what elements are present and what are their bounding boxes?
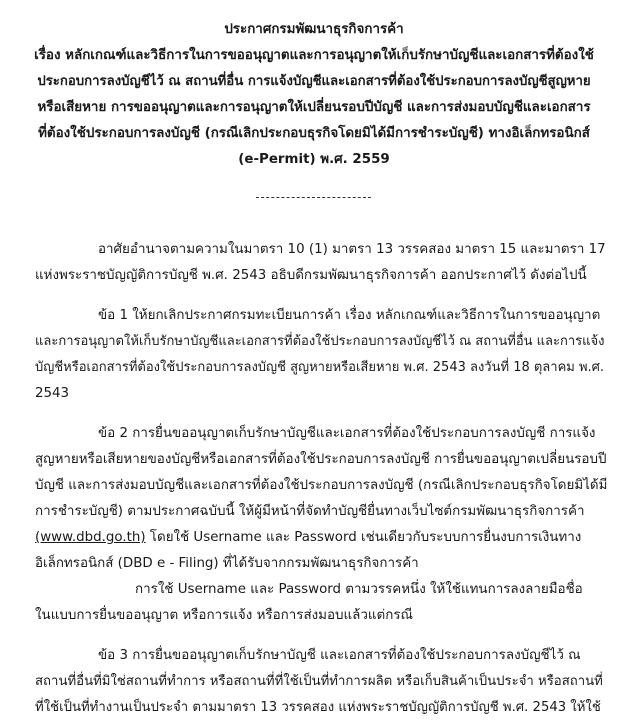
clause-3-paragraph (35, 643, 607, 721)
clause-1-line-1: ข้อ 1 ให้ยกเลิกประกาศกรมทะเบียนการค้า เรื่อง หลักเกณฑ์และวิธีการในการขออนุญาต (98, 308, 601, 323)
clause-2-line-5-rest: โดยใช้ Username และ Password เช่นเดียวกับระบบการยื่นงบการเงินทาง (145, 530, 582, 545)
clause-1-line-3: บัญชีหรือเอกสารที่ต้องใช้ประกอบการลงบัญชี สูญหายหรือเสียหาย พ.ศ. 2543 ลงวันที่ 18 ตุลาคม พ.ศ. (35, 360, 605, 375)
title-line-4: หรือเสียหาย การขออนุญาตและการอนุญาตให้เปลี่ยนรอบปีบัญชี และการส่งมอบบัญชีและเอกสาร (37, 100, 591, 115)
clause-2-paragraph (35, 421, 607, 629)
dbd-website-link[interactable]: (www.dbd.go.th) (35, 530, 146, 545)
preamble-line-1: อาศัยอำนาจตามความในมาตรา 10 (1) มาตรา 13 วรรคสอง มาตรา 15 และมาตรา 17 (98, 242, 606, 257)
announcement-title (34, 17, 594, 173)
clause-1-line-2: และการอนุญาตให้เก็บรักษาบัญชีและเอกสารที่ต้องใช้ประกอบการลงบัญชีไว้ ณ สถานที่อื่น และการแจ้ง (35, 334, 605, 349)
clause-2-line-6: อิเล็กทรอนิกส์ (DBD e - Filing) ที่ได้รับจากกรมพัฒนาธุรกิจการค้า (35, 556, 419, 571)
clause-1-paragraph (35, 303, 607, 407)
title-line-5: ที่ต้องใช้ประกอบการลงบัญชี (กรณีเลิกประกอบธุรกิจโดยมิได้มีการชำระบัญชี) ทางอิเล็กทรอนิกส์ (38, 126, 590, 141)
title-line-6: (e-Permit) พ.ศ. 2559 (238, 152, 390, 167)
clause-2-line-7: การใช้ Username และ Password ตามวรรคหนึ่ง ให้ใช้แทนการลงลายมือชื่อ (135, 582, 583, 597)
clause-2-line-5 (35, 525, 607, 551)
clause-2-line-8: ในแบบการยื่นขออนุญาต หรือการแจ้ง หรือการส่งมอบแล้วแต่กรณี (35, 608, 413, 623)
title-line-1: ประกาศกรมพัฒนาธุรกิจการค้า (224, 22, 404, 37)
clause-1-line-4: 2543 (35, 386, 70, 401)
clause-3-line-3: ที่ใช้เป็นที่ทำงานเป็นประจำ ตามมาตรา 13 วรรคสอง แห่งพระราชบัญญัติการบัญชี พ.ศ. 2543 ให้ใช้ (35, 700, 601, 715)
title-line-2: เรื่อง หลักเกณฑ์และวิธีการในการขออนุญาตและการอนุญาตให้เก็บรักษาบัญชีและเอกสารที่ต้องใช้ (34, 48, 594, 63)
clause-2-line-1: ข้อ 2 การยื่นขออนุญาตเก็บรักษาบัญชีและเอกสารที่ต้องใช้ประกอบการลงบัญชี การแจ้ง (98, 426, 596, 441)
title-line-3: ประกอบการลงบัญชีไว้ ณ สถานที่อื่น การแจ้งบัญชีและเอกสารที่ต้องใช้ประกอบการลงบัญชีสูญหาย (37, 74, 591, 89)
clause-3-line-2: สถานที่อื่นที่มิใช่สถานที่ทำการ หรือสถานที่ที่ใช้เป็นที่ทำการผลิต หรือเก็บสินค้าเป็นประจำ หรือสถานที่ (35, 674, 603, 689)
clause-2-line-3: บัญชี และการส่งมอบบัญชีและเอกสารที่ต้องใช้ประกอบการลงบัญชี (กรณีเลิกประกอบธุรกิจโดยมิได้มี (35, 478, 608, 493)
document-body (35, 237, 607, 721)
preamble-line-2: แห่งพระราชบัญญัติการบัญชี พ.ศ. 2543 อธิบดีกรมพัฒนาธุรกิจการค้า ออกประกาศไว้ ดังต่อไปนี้ (35, 268, 587, 283)
clause-3-line-1: ข้อ 3 การยื่นขออนุญาตเก็บรักษาบัญชี และเอกสารที่ต้องใช้ประกอบการลงบัญชีไว้ ณ (98, 648, 581, 663)
preamble-paragraph (35, 237, 607, 289)
clause-2-line-4: การชำระบัญชี) ตามประกาศฉบับนี้ ให้ผู้มีหน้าที่จัดทำบัญชียื่นทางเว็บไซต์กรมพัฒนาธุรกิจการค้า (35, 504, 585, 519)
clause-2-line-2: สูญหายหรือเสียหายของบัญชีหรือเอกสารที่ต้องใช้ประกอบการลงบัญชี การยื่นขออนุญาตเปลี่ยนรอบปี (35, 452, 607, 467)
title-divider (256, 197, 371, 198)
